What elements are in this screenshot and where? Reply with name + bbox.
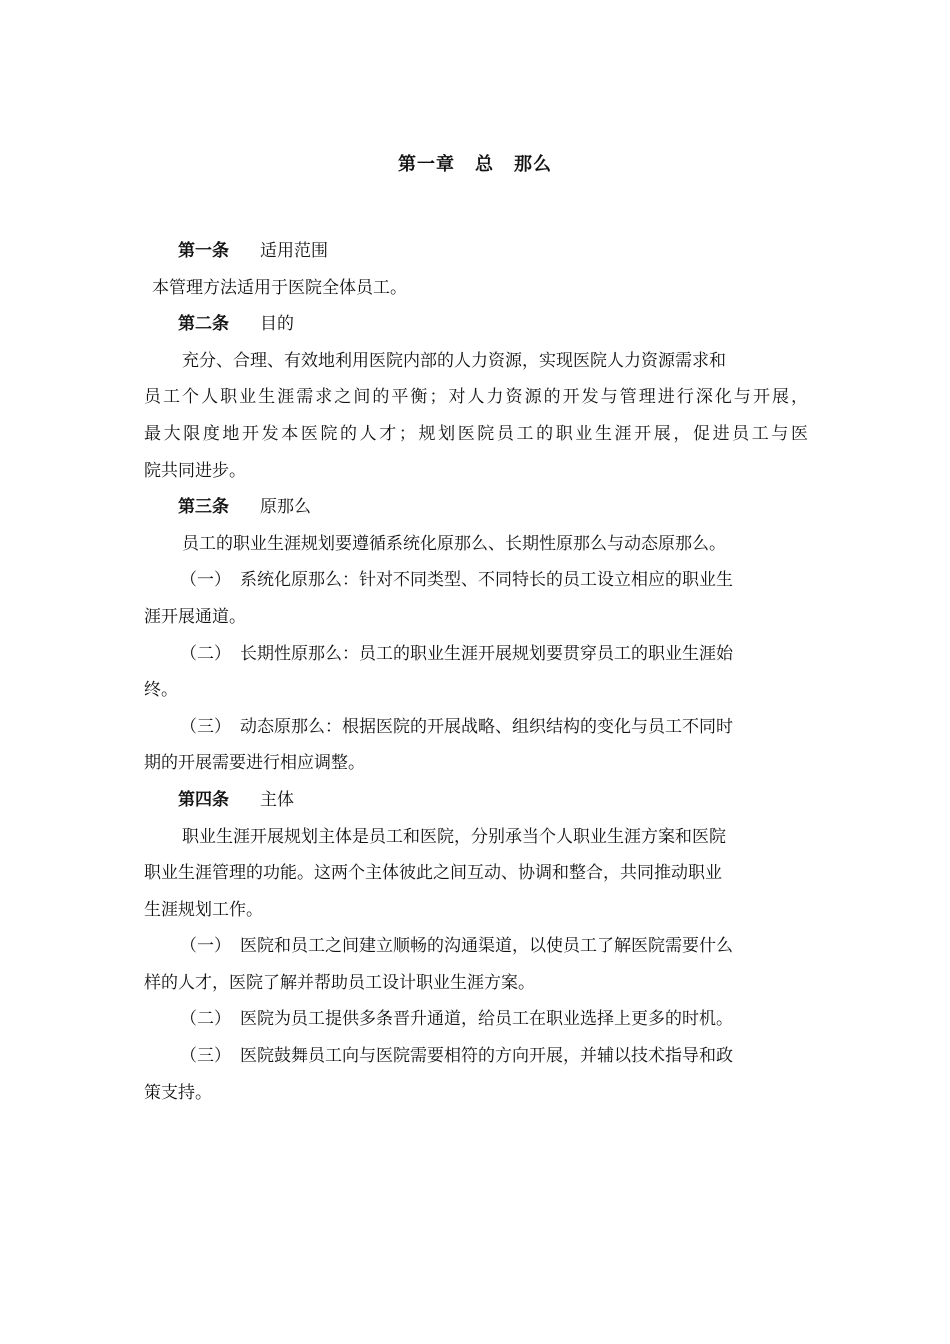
article-2-heading <box>144 306 808 343</box>
article-4-heading <box>144 782 808 819</box>
item-number: （二） <box>180 1009 231 1030</box>
article-2-paragraph-line: 充分、合理、有效地利用医院内部的人力资源，实现医院人力资源需求和 <box>182 350 726 371</box>
item-number: （一） <box>180 936 231 957</box>
article-4-paragraph-line: 职业生涯开展规划主体是员工和医院，分别承当个人职业生涯方案和医院 <box>182 826 726 847</box>
item-number: （二） <box>180 643 231 664</box>
item-text: 医院和员工之间建立顺畅的沟通渠道，以使员工了解医院需要什么 <box>240 936 733 957</box>
article-4-item-1-continued: 样的人才，医院了解并帮助员工设计职业生涯方案。 <box>144 972 535 993</box>
article-4-item-3-continued: 策支持。 <box>144 1082 212 1103</box>
article-3-item-1 <box>144 562 808 599</box>
item-text: 医院为员工提供多条晋升通道，给员工在职业选择上更多的时机。 <box>240 1009 733 1030</box>
article-4-number: 第四条 <box>178 789 229 810</box>
article-2-paragraph-line: 最大限度地开发本医院的人才；规划医院员工的职业生涯开展，促进员工与医 <box>144 423 808 444</box>
item-number: （三） <box>180 1046 231 1067</box>
article-3-item-3-continued: 期的开展需要进行相应调整。 <box>144 753 365 774</box>
item-number: （三） <box>180 716 231 737</box>
article-3-item-3 <box>144 709 808 746</box>
article-4-item-2 <box>144 1001 808 1038</box>
item-text: 长期性原那么：员工的职业生涯开展规划要贯穿员工的职业生涯始 <box>240 643 733 664</box>
article-2-paragraph-line: 员工个人职业生涯需求之间的平衡；对人力资源的开发与管理进行深化与开展， <box>144 387 808 408</box>
item-number: （一） <box>180 570 231 591</box>
article-2-title: 目的 <box>260 314 294 335</box>
article-3-item-1-continued: 涯开展通道。 <box>144 606 246 627</box>
chapter-title-number: 第一章 <box>398 154 455 175</box>
item-text: 医院鼓舞员工向与医院需要相符的方向开展，并辅以技术指导和政 <box>240 1046 733 1067</box>
chapter-title <box>0 152 950 178</box>
article-4-item-3 <box>144 1038 808 1075</box>
article-1-title: 适用范围 <box>260 241 328 261</box>
article-1-heading <box>144 233 808 270</box>
article-3-paragraph: 员工的职业生涯规划要遵循系统化原那么、长期性原那么与动态原那么。 <box>182 533 726 554</box>
article-1-paragraph: 本管理方法适用于医院全体员工。 <box>152 277 407 298</box>
article-3-heading <box>144 489 808 526</box>
article-4-title: 主体 <box>260 789 294 810</box>
article-3-item-2-continued: 终。 <box>144 680 178 701</box>
article-1-number: 第一条 <box>178 241 229 261</box>
article-4-paragraph-line: 生涯规划工作。 <box>144 899 263 920</box>
article-3-number: 第三条 <box>178 497 229 518</box>
chapter-title-word2: 那么 <box>514 154 552 175</box>
item-text: 动态原那么：根据医院的开展战略、组织结构的变化与员工不同时 <box>240 716 733 737</box>
article-2-number: 第二条 <box>178 314 229 335</box>
document-body <box>144 233 808 1111</box>
article-4-paragraph-line: 职业生涯管理的功能。这两个主体彼此之间互动、协调和整合，共同推动职业 <box>144 863 722 884</box>
item-text: 系统化原那么：针对不同类型、不同特长的员工设立相应的职业生 <box>240 570 733 591</box>
article-3-item-2 <box>144 636 808 673</box>
chapter-title-word1: 总 <box>475 154 494 175</box>
article-3-title: 原那么 <box>260 497 311 518</box>
article-4-item-1 <box>144 928 808 965</box>
article-2-paragraph-line: 院共同进步。 <box>144 460 246 481</box>
